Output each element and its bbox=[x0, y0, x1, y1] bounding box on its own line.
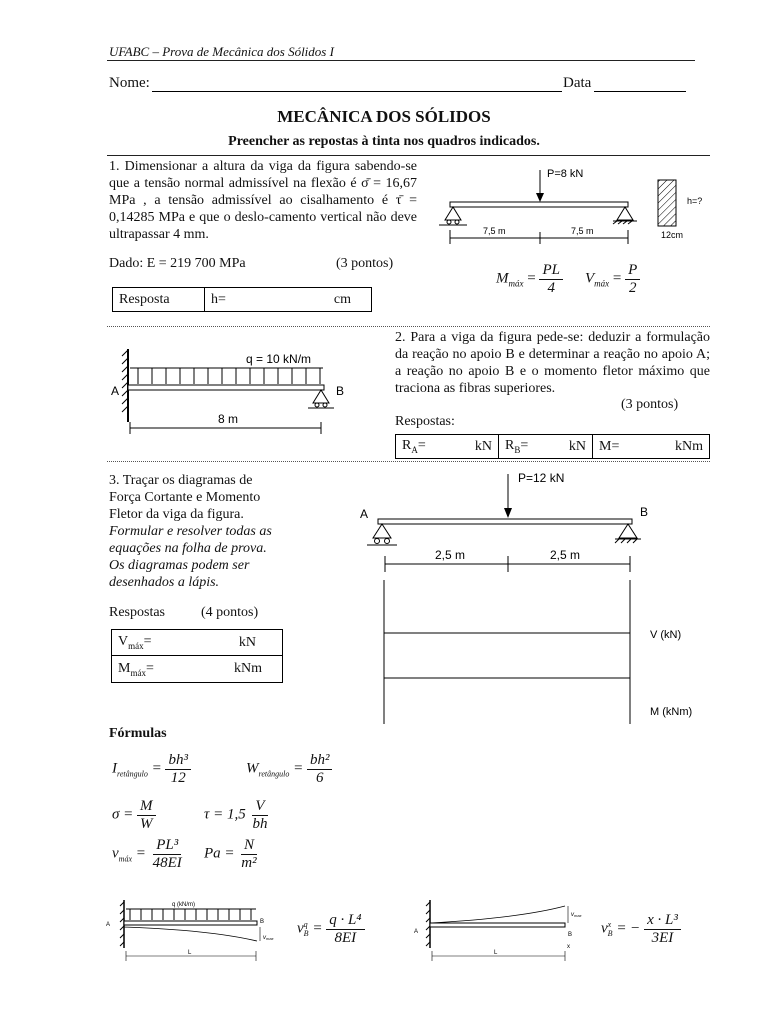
svg-text:B: B bbox=[568, 932, 573, 938]
q1-vmax-formula: $V_{máx}$ = $\frac{P}{2}$ bbox=[585, 262, 640, 296]
q2-answers-label: Respostas: bbox=[395, 414, 455, 429]
q1-height-label: h=? bbox=[687, 196, 703, 206]
q2-rb-field[interactable]: $R_B=$ kN bbox=[499, 435, 593, 458]
formula-figure-distributed bbox=[100, 896, 290, 966]
divider-dotted-2 bbox=[107, 461, 710, 462]
q2-span: 8 m bbox=[218, 412, 239, 426]
divider-dotted bbox=[107, 326, 710, 327]
page-subtitle: Preencher as repostas à tinta nos quadros indicados. bbox=[228, 134, 540, 149]
divider bbox=[107, 155, 710, 156]
q3-vmax-field[interactable]: $V_{máx}=$ kN bbox=[112, 630, 282, 656]
svg-text:B: B bbox=[260, 919, 265, 925]
name-label: Nome: bbox=[109, 75, 150, 91]
formula-deflection-distributed: v q B = $\frac{\text{q · L⁴}}{8EI}$ bbox=[297, 912, 365, 946]
formula-vmax: $v_{máx}$ = $\frac{\text{PL³}}{48EI}$ bbox=[112, 837, 182, 871]
q2-beam-figure bbox=[108, 344, 368, 439]
date-label: Data bbox=[563, 75, 592, 91]
formula-deflection-point: v x B = − $\frac{\text{x · L³}}{3EI}$ bbox=[601, 912, 681, 946]
q3-span1: 2,5 m bbox=[435, 548, 466, 562]
q2-support-b bbox=[313, 390, 329, 403]
formula-sigma: σ = $\frac{M}{W}$ bbox=[112, 798, 156, 832]
q3-label-b: B bbox=[640, 505, 649, 519]
q3-mmax-field[interactable]: $M_{máx}=$ kNm bbox=[118, 660, 262, 678]
svg-text:A: A bbox=[414, 929, 419, 935]
q3-span2: 2,5 m bbox=[550, 548, 581, 562]
q2-ra-field[interactable]: $R_A=$ kN bbox=[396, 435, 499, 458]
q1-answer-box bbox=[112, 287, 372, 312]
q2-m-field[interactable]: M= kNm bbox=[599, 438, 703, 454]
q3-support-b bbox=[619, 524, 637, 538]
q1-answer-unit: cm bbox=[333, 291, 351, 307]
q3-label-a: A bbox=[360, 507, 369, 521]
q3-beam-figure bbox=[350, 468, 720, 728]
q2-label-b: B bbox=[336, 384, 345, 398]
date-field[interactable] bbox=[594, 91, 686, 92]
q3-load-label: P=12 kN bbox=[518, 471, 565, 485]
formula-figure-point bbox=[410, 896, 600, 966]
name-field[interactable] bbox=[152, 91, 562, 92]
q1-support-right bbox=[617, 207, 633, 220]
svg-text:L: L bbox=[188, 950, 192, 956]
header-rule bbox=[107, 60, 695, 61]
q2-points: (3 pontos) bbox=[621, 397, 679, 412]
q2-label-a: A bbox=[111, 384, 120, 398]
svg-text:q (kN/m): q (kN/m) bbox=[172, 902, 195, 908]
q3-beam bbox=[378, 519, 632, 524]
q1-given: Dado: E = 219 700 MPa bbox=[109, 256, 246, 271]
q1-answer-label: Resposta bbox=[113, 288, 205, 311]
svg-text:vmax: vmax bbox=[263, 935, 274, 941]
formula-tau: τ = 1,5 $\frac{V}{bh}$ bbox=[204, 798, 268, 832]
q1-beam-figure bbox=[425, 160, 715, 280]
formula-section-modulus: $W_{retângulo}$ = $\frac{\text{bh²}}{6}$ bbox=[246, 752, 332, 786]
q2-load-label: q = 10 kN/m bbox=[246, 352, 312, 366]
q1-mmax-formula: $M_{máx}$ = $\frac{PL}{4}$ bbox=[496, 262, 563, 296]
q1-load-arrowhead bbox=[536, 193, 544, 202]
q3-v-label: V (kN) bbox=[650, 629, 682, 641]
q2-answer-box bbox=[395, 434, 710, 459]
formula-inertia: $I_{retângulo}$ = $\frac{\text{bh³}}{12}$ bbox=[112, 752, 191, 786]
q1-cross-section bbox=[658, 180, 676, 226]
q3-support-a bbox=[373, 524, 391, 538]
svg-text:A: A bbox=[106, 922, 111, 928]
q3-text: 3. Traçar os diagramas de Força Cortante e Momento Fletor da viga da figura. Formular e resolver todas as equações na folha de prova. Os diagramas podem ser desenhados a lápis. bbox=[109, 473, 272, 590]
q1-answer-field-label: h= bbox=[211, 291, 226, 307]
q3-points: (4 pontos) bbox=[201, 605, 259, 620]
q1-beam bbox=[450, 202, 628, 207]
q2-distributed-load bbox=[138, 368, 320, 384]
svg-text:x: x bbox=[567, 944, 570, 950]
q3-m-label: M (kNm) bbox=[650, 706, 693, 718]
q1-points: (3 pontos) bbox=[336, 256, 394, 271]
q1-text: 1. Dimensionar a altura da viga da figura sabendo-se que a tensão normal admissível na flexão é σ̄ = 16,67 MPa , a tensão admissível ao cisalhamento é τ̄ = 0,14285 MPa e que o deslo-camento vertical não deve ultrapassar 4 mm. bbox=[109, 159, 417, 242]
q1-span1: 7,5 m bbox=[483, 226, 506, 236]
q2-text: 2. Para a viga da figura pede-se: deduzir a formulação da reação no apoio B e determinar a reação no apoio A; a reação no apoio B e o momento fletor máximo que traciona as fibras superiores. bbox=[395, 330, 710, 396]
q3-answer-box bbox=[111, 629, 283, 683]
formula-pa: Pa = $\frac{N}{\text{m²}}$ bbox=[204, 837, 257, 871]
q3-answers-label: Respostas bbox=[109, 605, 165, 620]
svg-text:L: L bbox=[494, 950, 498, 956]
q1-load-label: P=8 kN bbox=[547, 168, 584, 180]
svg-text:vmax: vmax bbox=[571, 912, 582, 918]
page-title: MECÂNICA DOS SÓLIDOS bbox=[277, 107, 491, 126]
q1-width-label: 12cm bbox=[661, 230, 684, 240]
q1-answer-field[interactable] bbox=[205, 288, 371, 311]
q2-beam bbox=[128, 385, 324, 390]
formulas-title: Fórmulas bbox=[109, 726, 167, 741]
q1-support-left bbox=[445, 207, 461, 220]
q1-span2: 7,5 m bbox=[571, 226, 594, 236]
header-title: UFABC – Prova de Mecânica dos Sólidos I bbox=[109, 44, 334, 59]
